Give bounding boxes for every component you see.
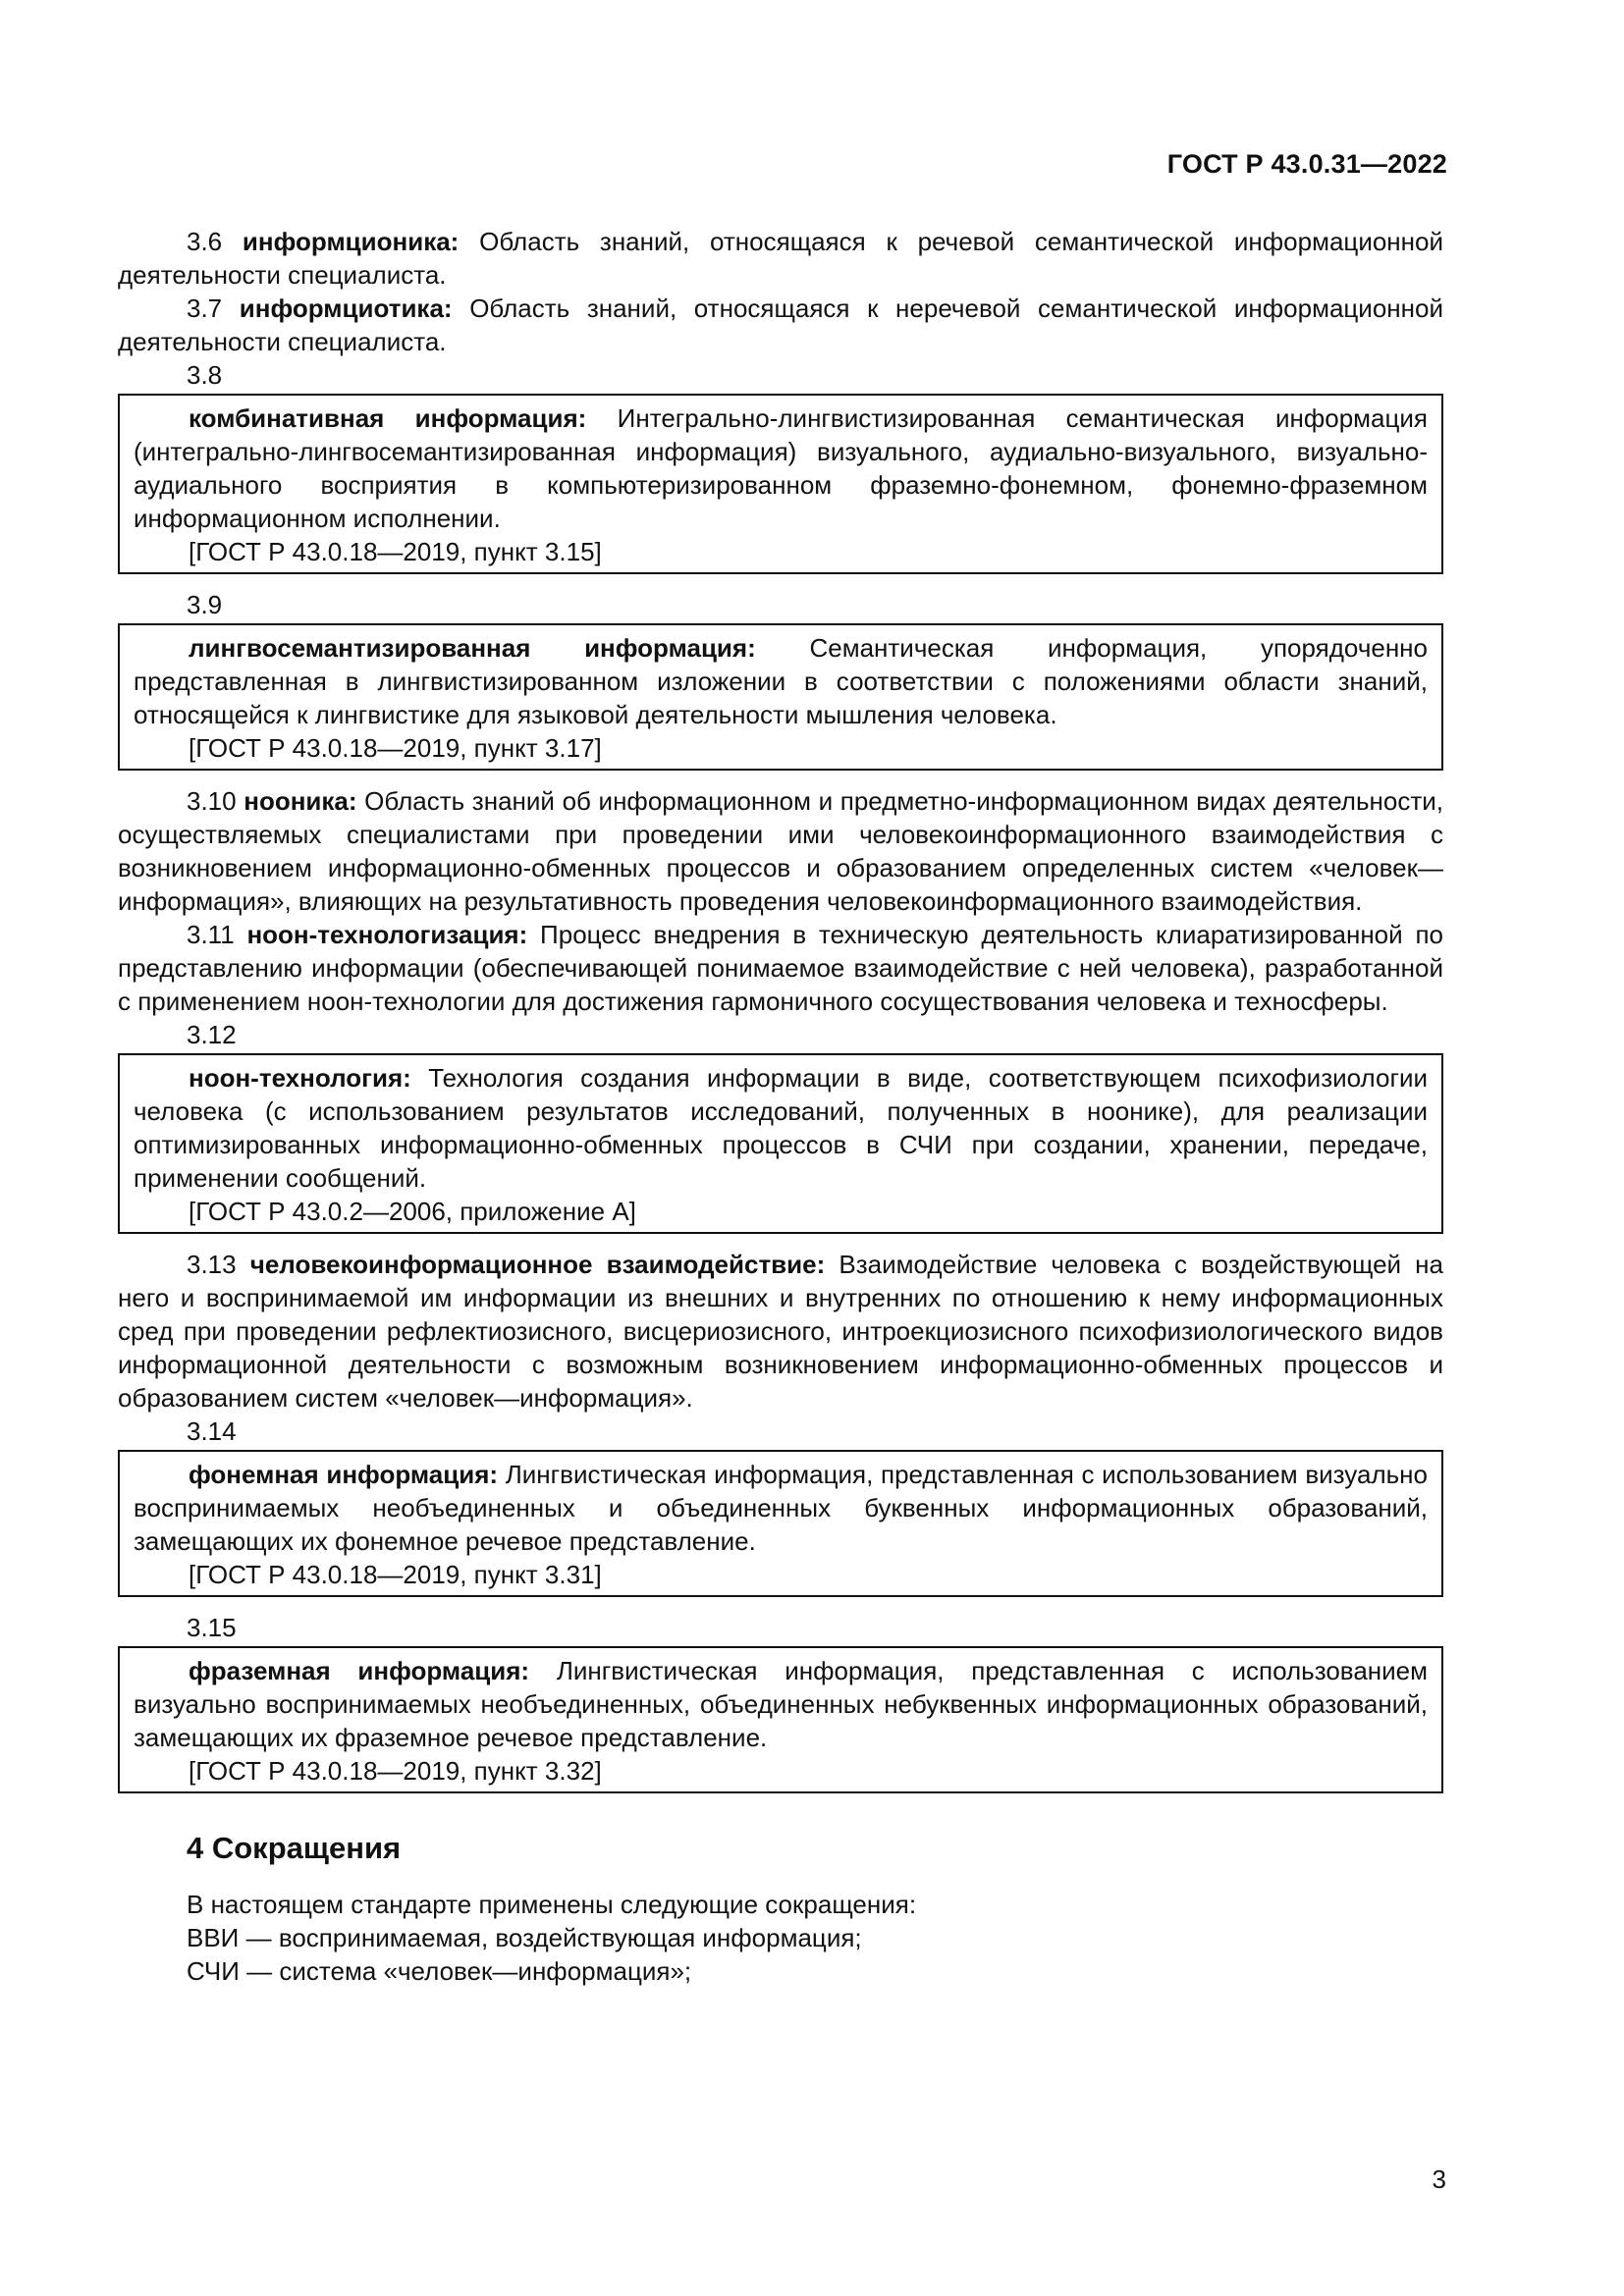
entry-3-11 (118, 918, 1443, 1018)
term-box-3-8 (118, 394, 1443, 574)
entry-term: информционика: (242, 227, 460, 256)
entry-text: Лингвистическая информация, представленная с использованием визуально воспринимаемых необъединенных и объединенных буквенных информационных образований, замещающих их фонемное речевое представление. (134, 1460, 1428, 1556)
spacer (118, 574, 1443, 588)
spacer (118, 1234, 1443, 1248)
entry-term: комбинативная информация: (189, 403, 587, 433)
entry-number: 3.13 (187, 1250, 237, 1279)
page-number: 3 (1432, 2164, 1446, 2194)
entry-3-7 (118, 292, 1443, 358)
document-code-header: ГОСТ Р 43.0.31—2022 (1166, 149, 1447, 179)
entry-number: 3.11 (187, 920, 235, 949)
entry-term: человекоинформационное взаимодействие: (249, 1250, 826, 1279)
source-reference: [ГОСТ Р 43.0.18—2019, пункт 3.15] (189, 537, 602, 566)
entry-term: ноон-технологизация: (246, 920, 528, 949)
source-reference: [ГОСТ Р 43.0.18—2019, пункт 3.31] (189, 1560, 602, 1589)
entry-term: фонемная информация: (189, 1460, 499, 1489)
entry-term: информциотика: (239, 294, 453, 323)
entry-number-3-15: 3.15 (187, 1613, 237, 1642)
term-box-3-14 (118, 1450, 1443, 1597)
term-box-3-9 (118, 623, 1443, 771)
entry-number-3-14: 3.14 (187, 1416, 237, 1446)
boxed-definition (134, 631, 1428, 731)
entry-number-3-8: 3.8 (187, 360, 223, 390)
spacer (118, 1793, 1443, 1829)
entry-3-13 (118, 1248, 1443, 1415)
entry-text: Взаимодействие человека с воздействующей на него и воспринимаемой им информации из внешних и внутренних по отношению к нему информационных сред при проведении рефлектиозисного, висцериозисного, интроекциозисного психофизиологического видов информационной деятельности с возможным возникновением информационно-обменных процессов и образованием систем «человек—информация». (118, 1250, 1443, 1413)
entry-term: нооника: (244, 786, 357, 816)
entry-text: Процесс внедрения в техническую деятельность клиаратизированной по представлению информации (обеспечивающей понимаемое взаимодействие с ней человека), разработанной с применением ноон-технологии для достижения гармоничного сосуществования человека и техносферы. (118, 920, 1443, 1016)
entry-3-10 (118, 784, 1443, 918)
spacer (118, 1868, 1443, 1888)
section-heading: 4 Сокращения (187, 1831, 402, 1865)
entry-term: фраземная информация: (189, 1656, 530, 1685)
entry-number: 3.10 (187, 786, 237, 816)
entry-text: Семантическая информация, упорядоченно представленная в лингвистизированном изложении в соответствии с положениями области знаний, относящейся к лингвистике для языковой деятельности мышления человека. (134, 633, 1429, 729)
boxed-definition (134, 1654, 1428, 1754)
entry-text: Область знаний, относящаяся к неречевой семантической информационной деятельности специалиста. (118, 294, 1443, 356)
abbreviation-item: ВВИ — воспринимаемая, воздействующая информация; (187, 1923, 862, 1952)
spacer (118, 1597, 1443, 1611)
entry-number-3-9: 3.9 (187, 590, 223, 619)
entry-text: Технология создания информации в виде, соответствующем психофизиологии человека (с использованием результатов исследований, полученных в ноонике), для реализации оптимизированных информационно-обменных процессов в СЧИ при создании, хранении, передаче, применении сообщений. (134, 1063, 1428, 1193)
boxed-definition (134, 1458, 1428, 1558)
spacer (118, 771, 1443, 784)
entry-text: Лингвистическая информация, представленная с использованием визуально воспринимаемых необъединенных, объединенных небуквенных информационных образований, замещающих их фраземное речевое представление. (134, 1656, 1428, 1752)
source-reference: [ГОСТ Р 43.0.18—2019, пункт 3.32] (189, 1756, 602, 1786)
entry-3-6 (118, 225, 1443, 292)
entry-text: Область знаний, относящаяся к речевой семантической информационной деятельности специалиста. (118, 227, 1444, 290)
boxed-definition (134, 1061, 1428, 1195)
entry-text: Область знаний об информационном и предметно-информационном видах деятельности, осуществляемых специалистами при проведении ими человекоинформационного взаимодействия с возникновением информационно-обменных процессов и образованием определенных систем «человек—информация», влияющих на результативность проведения человекоинформационного взаимодействия. (118, 786, 1443, 916)
entry-term: ноон-технология: (189, 1063, 411, 1093)
entry-number-3-12: 3.12 (187, 1020, 237, 1049)
source-reference: [ГОСТ Р 43.0.18—2019, пункт 3.17] (189, 733, 602, 763)
term-box-3-12 (118, 1053, 1443, 1234)
page-content (118, 225, 1443, 1988)
source-reference: [ГОСТ Р 43.0.2—2006, приложение А] (189, 1197, 636, 1226)
entry-number: 3.6 (187, 227, 223, 256)
entry-text: Интегрально-лингвистизированная семантическая информация (интегрально-лингвосемантизированная информация) визуального, аудиально-визуального, визуально-аудиального восприятия в компьютеризированном фраземно-фонемном, фонемно-фраземном информационном исполнении. (134, 403, 1429, 533)
term-box-3-15 (118, 1646, 1443, 1793)
abbreviations-intro: В настоящем стандарте применены следующие сокращения: (187, 1890, 917, 1919)
entry-term: лингвосемантизированная информация: (189, 633, 756, 663)
abbreviation-item: СЧИ — система «человек—информация»; (187, 1956, 692, 1986)
entry-number: 3.7 (187, 294, 223, 323)
boxed-definition (134, 401, 1428, 535)
